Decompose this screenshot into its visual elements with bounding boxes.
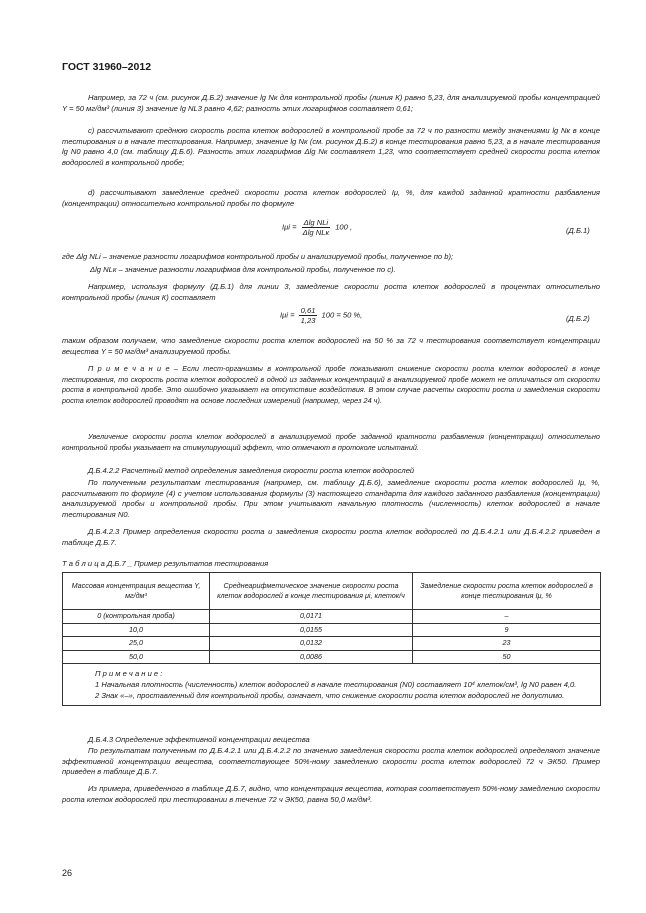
paragraph-example-conclusion: Из примера, приведенного в таблице Д.Б.7, видно, что концентрация вещества, которая соответствует 50%-ному замедлению скорости роста клеток водорослей при тестировании в течение 72 ч ЭК50, равна 50,0 мг/дм³. [62,784,600,804]
equation-number-db1: (Д.Б.1) [566,226,590,235]
table-cell: 25,0 [63,637,210,651]
table-note-title: П р и м е ч а н и е : [95,669,163,678]
section-heading-d-b-4-2-2: Д.Б.4.2.2 Расчетный метод определения замедления скорости роста клеток водорослей [88,466,415,475]
table-cell: 0 (контрольная проба) [63,610,210,624]
formula-db2 [280,306,362,325]
paragraph-example-2: Например, используя формулу (Д.Б.1) для линии 3, замедление скорости роста клеток водорослей в процентах относительно контрольной пробы (линия К) составляет [62,282,600,302]
table-cell: 50 [413,650,601,664]
paragraph-conclusion: таким образом получаем, что замедление скорости роста клеток водорослей на 50 % за 72 ч тестирования соответствует концентрации вещества Y = 50 мг/дм³ анализируемой пробы. [62,336,600,356]
table-row [63,623,601,637]
table-header-cell: Массовая концентрация вещества Y, мг/дм³ [63,573,210,610]
formula-db1 [282,218,352,237]
paragraph-calculation: По полученным результатам тестирования (например, см. таблицу Д.Б.6), замедление скорости роста клеток водорослей Iμ, %, рассчитывают по формуле (4) с учетом использования формулы (3) настоящего стандарта для каждого заданного разбавления (концентрации) анализируемой пробы и контрольной пробы. При этом учитывают начальную плотность (численность) клеток водорослей в начале тестирования N0. [62,478,600,519]
formula-db1-numerator: Δlg NLi [303,218,329,227]
table-cell: 50,0 [63,650,210,664]
note-paragraph-1: П р и м е ч а н и е – Если тест-организмы в контрольной пробе показывают снижение скорости роста клеток водорослей в конце тестирования, то скорость роста клеток водорослей в одной из заданных концентраций в анализируемой пробе может не отличаться от скорости роста в контрольной пробе. Это ошибочно указывает на отсутствие воздействия. В этом случае расчеты скорости роста и замедления скорости роста клеток водорослей проводят на основе последних измерений (например, через 24 ч). [62,364,600,405]
formula-db1-tail: 100 , [335,222,353,232]
table-row [63,650,601,664]
formula-db2-numerator: 0,61 [300,306,316,315]
table-cell: 0,0086 [210,650,413,664]
paragraph-d: d) рассчитывают замедление средней скорости роста клеток водорослей Iμ, %, для каждой заданной кратности разбавления (концентрации) относительно контрольной пробы по формуле [62,188,600,208]
table-row [63,610,601,624]
results-table [62,572,601,706]
table-cell: – [413,610,601,624]
table-row [63,637,601,651]
table-note-row [63,664,601,706]
formula-db1-lhs: Iμi = [282,222,297,232]
table-note-cell [63,664,601,706]
formula-db2-tail: 100 = 50 %, [321,310,363,320]
paragraph-c: с) рассчитывают среднюю скорость роста клеток водорослей в контрольной пробе за 72 ч по разности между значениями lg Nк в конце тестирования и в начале тестирования. Например, значение lg Nк (см. рисунок Д.Б.2) в конце тестирования равно 5,23, а в начале тестирования lg N0 равно 4,0 (см. таблицу Д.Б.6). Разность этих логарифмов Δlg Nк составляет 1,23, что соответствует средней скорости роста клеток водорослей в контрольной пробе; [62,126,600,167]
table-cell: 23 [413,637,601,651]
formula-db1-denominator: Δlg NLк [302,228,330,237]
equation-number-db2: (Д.Б.2) [566,314,590,323]
formula-db2-denominator: 1,23 [300,316,316,325]
section-heading-d-b-4-3: Д.Б.4.3 Определение эффективной концентрации вещества [88,735,310,744]
paragraph-d-b-4-2-3: Д.Б.4.2.3 Пример определения скорости роста и замедления скорости роста клеток водорослей по Д.Б.4.2.1 или Д.Б.4.2.2 приведен в таблице Д.Б.7. [62,527,600,547]
paragraph-effective-concentration: По результатам полученным по Д.Б.4.2.1 или Д.Б.4.2.2 по значению замедления скорости роста клеток водорослей определяют значение эффективной концентрации вещества, соответствующее 50%-ному замедлению скорости роста клеток водорослей 72 ч ЭК50. Пример приведен в таблице Д.Б.7. [62,746,600,777]
where-line-2: Δlg NLк – значение разности логарифмов для контрольной пробы, полученное по с). [90,265,396,274]
table-note-1: 1 Начальная плотность (численность) клеток водорослей в начале тестирования (N0) составляет 10⁴ клеток/см³, lg N0 равен 4,0. [95,680,577,689]
paragraph-example-1: Например, за 72 ч (см. рисунок Д.Б.2) значение lg Nк для контрольной пробы (линия К) равно 5,23, для анализируемой пробы концентрацией Y = 50 мг/дм³ (линия 3) значение lg NL3 равно 4,62; разность этих логарифмов составляет 0,61; [62,93,600,113]
table-header-row [63,573,601,610]
table-header-cell: Среднеарифметическое значение скорости роста клеток водорослей в конце тестирования μi, клеток/ч [210,573,413,610]
page-number: 26 [62,868,73,878]
table-cell: 9 [413,623,601,637]
table-caption: Т а б л и ц а Д.Б.7 _ Пример результатов тестирования [62,559,269,568]
table-cell: 10,0 [63,623,210,637]
table-note-2: 2 Знак «–», проставленный для контрольной пробы, означает, что снижение скорости роста клеток водорослей не допустимо. [95,691,565,700]
note-paragraph-2: Увеличение скорости роста клеток водорослей в анализируемой пробе заданной кратности разбавления (концентрации) относительно контрольной пробы указывает на стимулирующий эффект, что отмечают в протоколе испытаний. [62,432,600,452]
table-cell: 0,0155 [210,623,413,637]
where-line-1: где Δlg NLi – значение разности логарифмов контрольной пробы и анализируемой пробы, полученное по b); [62,252,454,261]
table-cell: 0,0171 [210,610,413,624]
table-header-cell: Замедление скорости роста клеток водорослей в конце тестирования Iμ, % [413,573,601,610]
formula-db2-lhs: Iμi = [280,310,295,320]
table-cell: 0,0132 [210,637,413,651]
document-header: ГОСТ 31960–2012 [62,61,152,73]
